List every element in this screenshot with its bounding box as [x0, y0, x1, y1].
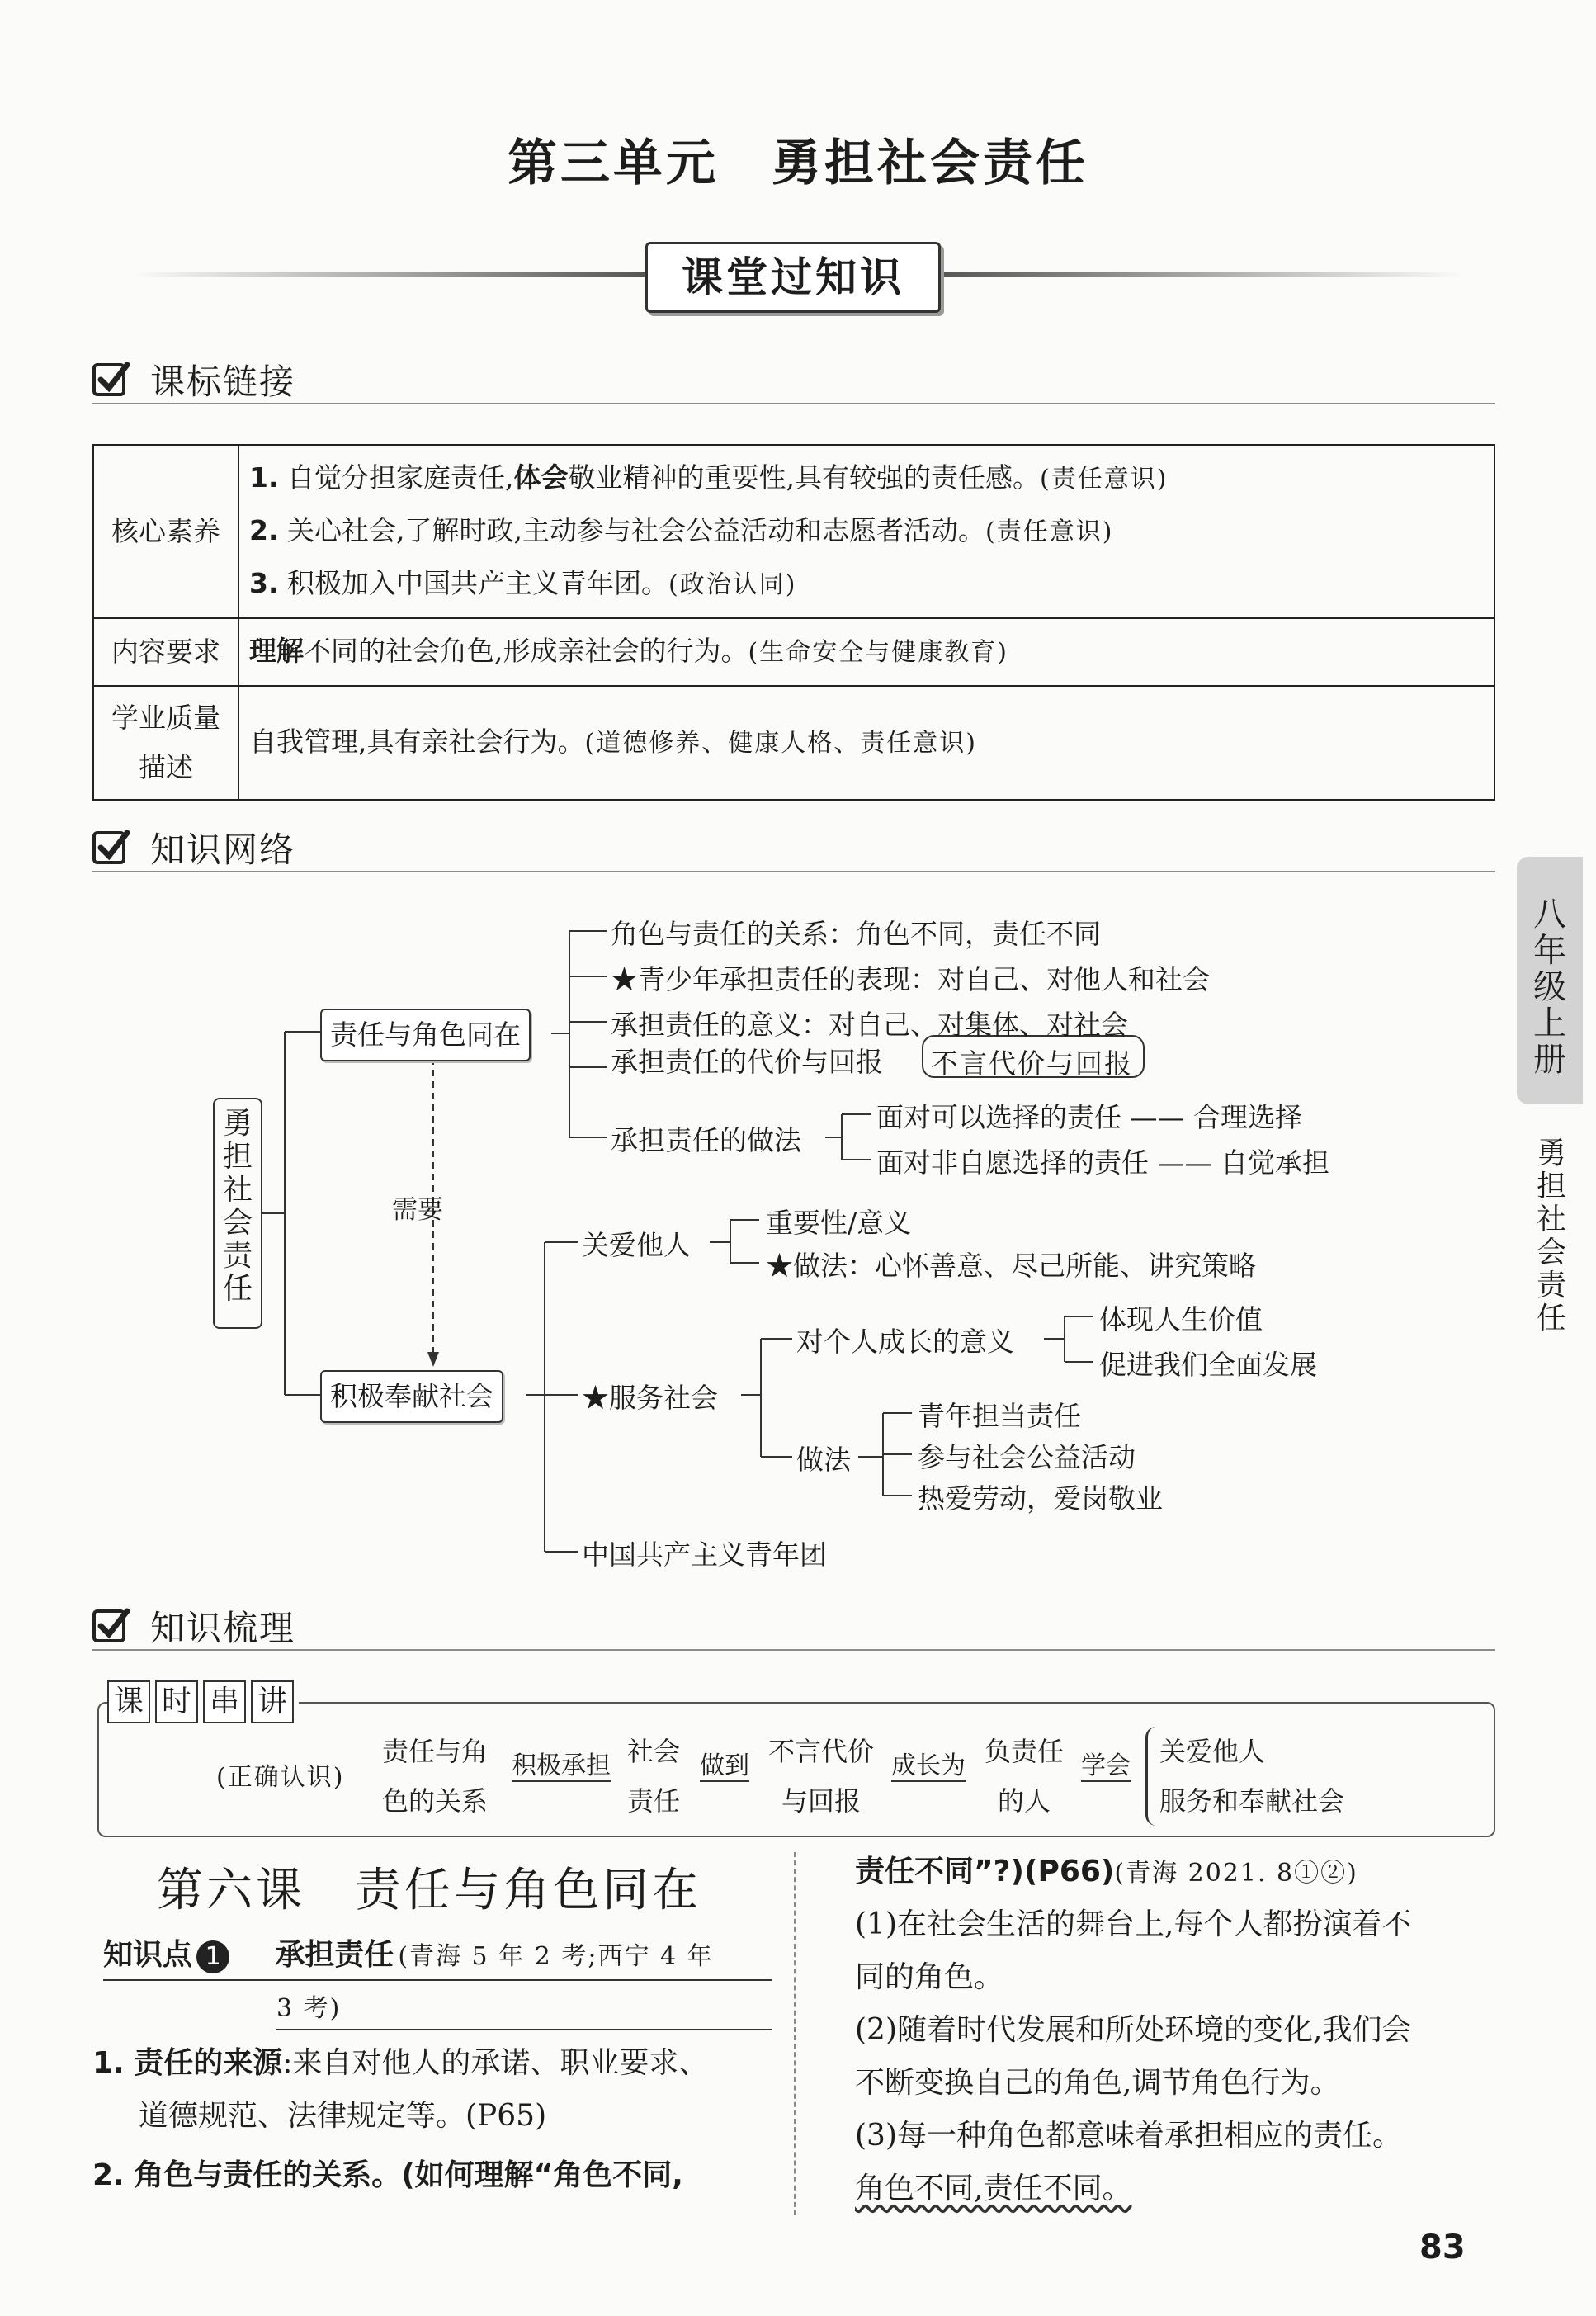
- mindmap-item: 承担责任的意义：对自己、对集体、对社会: [611, 1009, 1128, 1041]
- mindmap-branch1: 责任与角色同在: [320, 1009, 531, 1061]
- item-text: 自觉分担家庭责任,: [287, 461, 514, 494]
- section-review: [92, 1600, 1495, 1651]
- paragraph-1: [92, 2037, 777, 2143]
- series-brace: [1145, 1727, 1156, 1826]
- mindmap-branch2: 积极奉献社会: [320, 1370, 503, 1423]
- page-number: 83: [1419, 2229, 1466, 2266]
- series-tag-char: 课: [107, 1680, 150, 1723]
- mindmap-item: 中国共产主义青年团: [582, 1538, 827, 1571]
- item-num: 3.: [249, 567, 279, 599]
- cell-text: 关爱他人: [1159, 1736, 1266, 1767]
- series-blank: [883, 1740, 974, 1791]
- section-title: 课标链接: [150, 362, 296, 402]
- mindmap-item: 热爱劳动，爱岗敬业: [918, 1482, 1163, 1515]
- item-text: 道德规范、法律规定等。(P65): [139, 2099, 547, 2133]
- point-text: (3)每一种角色都意味着承担相应的责任。: [855, 2119, 1402, 2153]
- series-tag: [107, 1680, 299, 1727]
- cell-text: 责任: [626, 1785, 680, 1817]
- banner-title: 课堂过知识: [645, 242, 941, 313]
- item-note: (道德修养、健康人格、责任意识): [584, 729, 977, 758]
- item-note: (青海 2021. 8①②): [1114, 1859, 1358, 1888]
- row-header-text: 内容要求: [111, 636, 220, 668]
- point-text: (2)随着时代发展和所处环境的变化,我们会: [855, 2013, 1412, 2047]
- kp-note-cont: 3 考): [276, 1988, 772, 2030]
- blank-text: 成长为: [891, 1751, 966, 1780]
- item-text: 关心社会,了解时政,主动参与社会公益活动和志愿者活动。: [287, 514, 985, 546]
- mindmap-item: 面对非自愿选择的责任 —— 自觉承担: [876, 1146, 1329, 1179]
- item-text: :来自对他人的承诺、职业要求、: [282, 2046, 709, 2080]
- item-text: 不同的社会角色,形成亲社会的行为。: [304, 635, 748, 667]
- item-note: (责任意识): [985, 518, 1114, 546]
- mindmap-item: 做法: [796, 1444, 851, 1476]
- cell-text: 的人: [997, 1785, 1051, 1817]
- root-text: 勇担社会责任: [222, 1107, 253, 1306]
- paragraph-2: [92, 2149, 777, 2202]
- column-divider: [794, 1852, 796, 2215]
- cell-text: 不言代价: [767, 1736, 874, 1767]
- mindmap-item: 青年担当责任: [918, 1400, 1081, 1432]
- row-header-text: 核心素养: [111, 515, 220, 547]
- mindmap-item: ★服务社会: [582, 1382, 718, 1414]
- mindmap-item: 促进我们全面发展: [1099, 1349, 1317, 1381]
- mindmap-item: 对个人成长的意义: [796, 1326, 1014, 1358]
- mindmap-item: 面对可以选择的责任 —— 合理选择: [876, 1101, 1302, 1133]
- item-bold: 角色与责任的关系。(如何理解“角色不同,: [134, 2158, 683, 2192]
- mindmap-item: 体现人生价值: [1099, 1303, 1263, 1335]
- item-ref: (P66): [1024, 1855, 1115, 1888]
- mindmap-item: 关爱他人: [582, 1229, 691, 1261]
- item-bold: 责任不同”?): [855, 1855, 1024, 1888]
- side-tab-text: 八年级上册: [1533, 896, 1566, 1079]
- item-bold: 责任的来源: [134, 2046, 283, 2080]
- mindmap-item: 承担责任的代价与回报: [611, 1046, 883, 1078]
- section-title: 知识网络: [150, 830, 296, 870]
- series-cell: [979, 1727, 1070, 1826]
- point-text: 不断变换自己的角色,调节角色行为。: [855, 2066, 1340, 2100]
- item-note: (责任意识): [1040, 465, 1169, 494]
- item-text: 敬业精神的重要性,具有较强的责任感。: [568, 461, 1040, 494]
- series-label: (正确认识): [216, 1763, 345, 1792]
- side-unit-text: 勇担社会责任: [1536, 1137, 1566, 1335]
- side-tab-grade: [1517, 857, 1583, 1104]
- series-tag-char: 串: [203, 1680, 246, 1723]
- mindmap-item: ★青少年承担责任的表现：对自己、对他人和社会: [611, 963, 1210, 995]
- row-header-text: 学业质量: [111, 702, 220, 734]
- mindmap-root: [213, 1098, 262, 1329]
- mindmap-item: 参与社会公益活动: [918, 1441, 1136, 1473]
- blank-text: 做到: [700, 1751, 749, 1780]
- cell-text: 与回报: [781, 1785, 861, 1817]
- paragraph-2-points: [855, 1898, 1507, 2215]
- series-cell: [1159, 1727, 1344, 1826]
- point-text: (1)在社会生活的舞台上,每个人都扮演着不: [855, 1907, 1412, 1941]
- section-title: 知识梳理: [150, 1608, 296, 1648]
- series-blank: [692, 1740, 758, 1791]
- unit-title: 第三单元 勇担社会责任: [508, 135, 1088, 192]
- mindmap-link-label: 需要: [392, 1195, 443, 1225]
- kp-number-badge: 1: [196, 1940, 229, 1973]
- series-cell: [759, 1727, 883, 1826]
- cell-text: 社会: [626, 1736, 680, 1767]
- side-unit: [1527, 1137, 1576, 1335]
- item-bold: 理解: [249, 635, 304, 667]
- cell-text: 负责任: [984, 1736, 1064, 1767]
- point-text: 同的角色。: [855, 1960, 1004, 1994]
- item-num: 1.: [249, 461, 279, 494]
- item-num: 2.: [92, 2158, 125, 2192]
- item-num: 1.: [92, 2046, 125, 2080]
- series-tag-char: 讲: [251, 1680, 294, 1723]
- mindmap-cost-box: 不言代价与回报: [931, 1047, 1133, 1080]
- series-tag-char: 时: [155, 1680, 198, 1723]
- kp-note: (青海 5 年 2 考;西宁 4 年: [398, 1942, 714, 1971]
- item-num: 2.: [249, 514, 279, 546]
- item-bold: 体会: [513, 461, 569, 494]
- item-text: 积极加入中国共产主义青年团。: [287, 567, 668, 599]
- mindmap-item: 角色与责任的关系：角色不同，责任不同: [611, 918, 1101, 950]
- series-cell: [621, 1727, 687, 1826]
- series-blank: [503, 1740, 619, 1791]
- series-blank: [1073, 1740, 1139, 1791]
- mindmap-item: 承担责任的做法: [611, 1124, 801, 1156]
- blank-text: 积极承担: [512, 1751, 611, 1780]
- cell-text: 责任与角: [381, 1736, 488, 1767]
- blank-text: 学会: [1081, 1751, 1131, 1780]
- item-note: (政治认同): [668, 570, 797, 599]
- mindmap-item: 重要性/意义: [766, 1207, 912, 1239]
- cell-text: 服务和奉献社会: [1159, 1785, 1345, 1817]
- mindmap-item: ★做法：心怀善意、尽己所能、讲究策略: [766, 1250, 1256, 1282]
- series-cell: [373, 1727, 497, 1826]
- paragraph-2-cont: [855, 1846, 1507, 1900]
- item-text: 自我管理,具有亲社会行为。: [249, 726, 585, 758]
- checkbox-icon: [92, 1606, 130, 1644]
- point-text-underlined: 角色不同,责任不同。: [855, 2172, 1132, 2205]
- item-note: (生命安全与健康教育): [748, 638, 1008, 667]
- cell-text: 色的关系: [381, 1785, 488, 1817]
- kp-title: 承担责任: [275, 1938, 394, 1972]
- lesson-title: 第六课 责任与角色同在: [157, 1864, 701, 1917]
- kp-label: 知识点: [103, 1938, 193, 1972]
- row-header-text: 描述: [139, 751, 193, 783]
- knowledge-point-head: [103, 1931, 772, 1981]
